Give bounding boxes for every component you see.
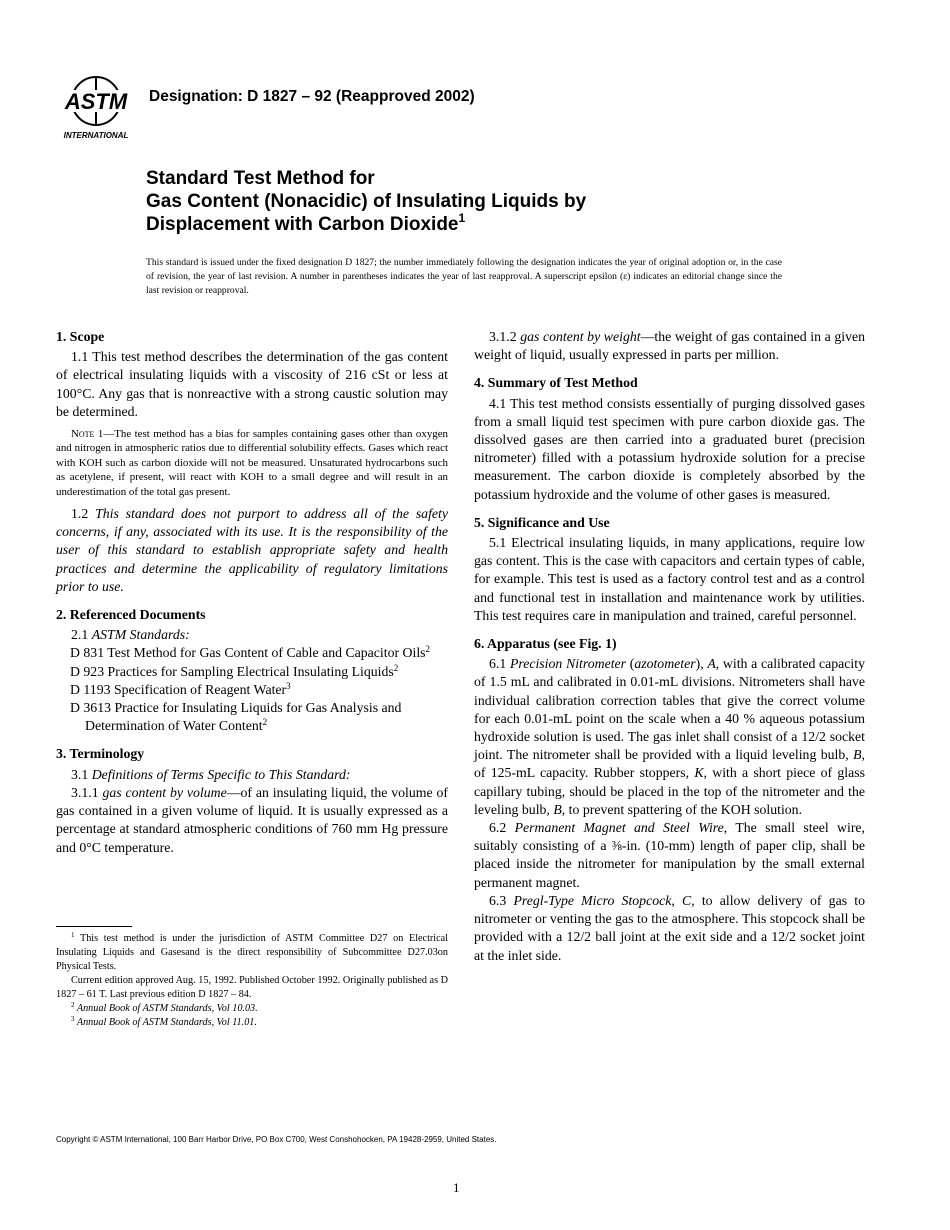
- term-gas-content-by-volume: gas content by volume: [102, 784, 227, 800]
- title-line-3: [146, 213, 846, 236]
- issuance-statement: This standard is issued under the fixed designation D 1827; the number immediately following the designation indicates the year of original adoption or, in the case of revision, the year of last revision. A number in parentheses indicates the year of last reapproval. A superscript epsilon (ε) indicates an editorial change since the last revision or reapproval.: [146, 257, 782, 296]
- right-column: [474, 328, 865, 965]
- paragraph-6-1: [474, 655, 865, 819]
- reference-d831: [56, 644, 448, 662]
- copyright-notice: Copyright © ASTM International, 100 Barr Harbor Drive, PO Box C700, West Conshohocken, PA 19428-2959, United States.: [56, 1135, 497, 1144]
- note-1: [56, 427, 448, 499]
- paragraph-6-3: [474, 892, 865, 965]
- footnote-rule: [56, 926, 132, 927]
- title-footnote-mark: 1: [458, 211, 466, 225]
- label-c: C: [682, 892, 692, 908]
- footnote-3: [56, 1016, 448, 1030]
- paragraph-1-1: 1.1 This test method describes the determination of the gas content of electrical insulating liquids with a viscosity of 216 cSt or less at 100°C. Any gas that is nonreactive with a strong caustic solution may be determined.: [56, 349, 448, 419]
- paragraph-1-2-number: 1.2: [71, 506, 96, 522]
- paragraph-2-1: [56, 626, 448, 644]
- paragraph-3-1-number: 3.1: [71, 766, 92, 782]
- paragraph-6-2-text: , The small steel wire, suitably consisting of a ⅜-in. (10-mm) length of paper clip, shall be placed inside the nitrometer for manipulation by the small external permanent magnet.: [474, 820, 865, 890]
- paragraph-6-2: [474, 819, 865, 892]
- note-text: 1—The test method has a bias for samples containing gases other than oxygen and nitrogen in atmospheric ratios due to differential solubility effects. Gases which react with KOH such as carbon dioxide will not be measured. Unsaturated hydrocarbons such as acetylene, if present, will react with KOH to a small degree and will result in an underestimation of the total gas present.: [56, 428, 448, 498]
- reference-text: D 831 Test Method for Gas Content of Cable and Capacitor Oils: [70, 645, 426, 661]
- footnote-2-text: Annual Book of ASTM Standards, Vol 10.03.: [74, 1003, 258, 1014]
- logo-text: ASTM: [64, 89, 128, 114]
- title-line-2: Gas Content (Nonacidic) of Insulating Liquids by: [146, 191, 587, 212]
- text-fragment: ),: [695, 656, 708, 672]
- astm-logo: [56, 72, 136, 144]
- term-precision-nitrometer: Precision Nitrometer: [509, 656, 627, 672]
- paragraph-3-1-2-text: —the weight of gas contained in a given weight of liquid, usually expressed in parts per million.: [474, 329, 866, 363]
- reference-d923: [56, 663, 448, 681]
- footnotes: [56, 932, 448, 1030]
- paragraph-1-2: [56, 505, 448, 596]
- footnote-3-text: Annual Book of ASTM Standards, Vol 11.01.: [74, 1017, 257, 1028]
- footnote-2-mark: 2: [71, 1001, 75, 1009]
- paragraph-6-3-text: , to allow delivery of gas to nitrometer or venting the gas to the atmosphere. This stopcock shall be provided with a 12/2 ball joint at the exit side and a 12/2 socket joint at the inlet side.: [474, 892, 865, 963]
- text-fragment: ,: [671, 892, 682, 908]
- paragraph-3-1-1-text: —of an insulating liquid, the volume of gas contained in a given volume of liquid. It is usually expressed as a percentage at standard atmospheric conditions of 760 mm Hg pressure and 0°C temperature.: [56, 784, 448, 855]
- document-title: [146, 167, 846, 236]
- logo-subtext: INTERNATIONAL: [63, 131, 129, 140]
- section-heading-scope: 1. Scope: [56, 329, 105, 344]
- paragraph-6-2-number: 6.2: [489, 820, 515, 836]
- text-fragment: , of 125-mL capacity. Rubber stoppers,: [474, 747, 865, 781]
- footnote-1-continuation: Current edition approved Aug. 15, 1992. Published October 1992. Originally published as D 1827 – 61 T. Last previous edition D 1827 – 84.: [56, 975, 448, 1000]
- footnote-1: [56, 932, 448, 974]
- paragraph-3-1-2-number: 3.1.2: [489, 329, 521, 344]
- section-heading-summary: 4. Summary of Test Method: [474, 375, 638, 391]
- section-heading-terminology: 3. Terminology: [56, 746, 145, 762]
- term-gas-content-by-weight: gas content by weight: [520, 329, 641, 344]
- reference-text: D 923 Practices for Sampling Electrical Insulating Liquids: [70, 663, 394, 679]
- title-line-1: Standard Test Method for: [146, 168, 375, 189]
- paragraph-3-1-text: Definitions of Terms Specific to This Standard:: [91, 766, 351, 782]
- label-b: B: [553, 801, 562, 817]
- footnote-3-mark: 3: [71, 1015, 75, 1023]
- term-azotometer: azotometer: [634, 656, 696, 672]
- text-fragment: , with a short piece of glass capillary tubing, should be placed in the top of the nitrometer and the leveling bulb,: [474, 765, 865, 817]
- note-label: Note: [71, 428, 95, 441]
- paragraph-3-1-1: [56, 784, 448, 857]
- section-heading-apparatus: 6. Apparatus (see Fig. 1): [474, 636, 617, 652]
- paragraph-1-2-text: This standard does not purport to address all of the safety concerns, if any, associated with its use. It is the responsibility of the user of this standard to establish appropriate safety and health practices and determine the applicability of regulatory limitations prior to use.: [56, 506, 448, 594]
- paragraph-2-1-number: 2.1: [71, 627, 92, 643]
- reference-text: D 3613 Practice for Insulating Liquids for Gas Analysis and Determination of Water Content: [70, 700, 402, 734]
- reference-footnote-mark: 2: [262, 717, 268, 728]
- text-fragment: , with a calibrated capacity of 1.5 mL and calibrated in 0.01-mL divisions. Nitrometers shall have individual calibration correction tables that give the correct volume for each 0.01-mL point on the scale when a 40 % aqueous potassium hydroxide solution is used. The gas inlet shall consist of a 12/2 socket joint. The nitrometer shall be provided with a liquid leveling bulb,: [474, 656, 865, 763]
- paragraph-6-1-number: 6.1: [489, 656, 510, 672]
- reference-d3613: [56, 699, 448, 735]
- label-b: B: [853, 747, 862, 763]
- term-micro-stopcock: Pregl-Type Micro Stopcock: [513, 892, 672, 908]
- term-permanent-magnet: Permanent Magnet and Steel Wire: [514, 820, 724, 836]
- paragraph-5-1: 5.1 Electrical insulating liquids, in many applications, require low gas content. This is the case with capacitors and certain types of cable, for example. This test is used as a factory control test and as a control and functional test in installation and maintenance work by utilities. This test requires care in manipulation and trained, careful personnel.: [474, 535, 865, 623]
- designation: Designation: D 1827 – 92 (Reapproved 2002): [149, 88, 475, 105]
- reference-footnote-mark: 2: [393, 662, 399, 673]
- text-fragment: , to prevent spattering of the KOH solution.: [561, 801, 803, 817]
- text-fragment: (: [626, 656, 635, 672]
- reference-footnote-mark: 2: [425, 644, 431, 655]
- footnote-1-mark: 1: [71, 931, 75, 939]
- reference-footnote-mark: 3: [286, 680, 291, 691]
- title-line-3-text: Displacement with Carbon Dioxide: [146, 214, 459, 235]
- label-a: A: [707, 656, 716, 672]
- label-k: K: [694, 765, 704, 781]
- paragraph-4-1: 4.1 This test method consists essentially of purging dissolved gases from a small liquid test specimen with pure carbon dioxide gas. The dissolved gases are then carried into a graduated buret (precision nitrometer) filled with a potassium hydroxide solution for a precise measurement. The carbon dioxide is completely absorbed by the potassium hydroxide and the volume of other gases is measured.: [474, 395, 865, 502]
- paragraph-3-1-2: [474, 328, 865, 364]
- reference-d1193: [56, 681, 448, 699]
- footnote-1-text: This test method is under the jurisdiction of ASTM Committee D27 on Electrical Insulating Liquids and Gasesand is the direct responsibility of Subcommittee D27.03on Physical Tests.: [56, 933, 448, 972]
- left-column: [56, 328, 448, 857]
- paragraph-2-1-text: ASTM Standards:: [91, 627, 190, 643]
- paragraph-3-1: [56, 766, 448, 784]
- paragraph-6-3-number: 6.3: [489, 892, 514, 908]
- footnote-2: [56, 1002, 448, 1016]
- section-heading-significance: 5. Significance and Use: [474, 514, 610, 530]
- section-heading-referenced-documents: 2. Referenced Documents: [56, 607, 206, 623]
- paragraph-3-1-1-number: 3.1.1: [71, 784, 103, 800]
- reference-text: D 1193 Specification of Reagent Water: [70, 681, 287, 697]
- page-number: 1: [453, 1180, 460, 1195]
